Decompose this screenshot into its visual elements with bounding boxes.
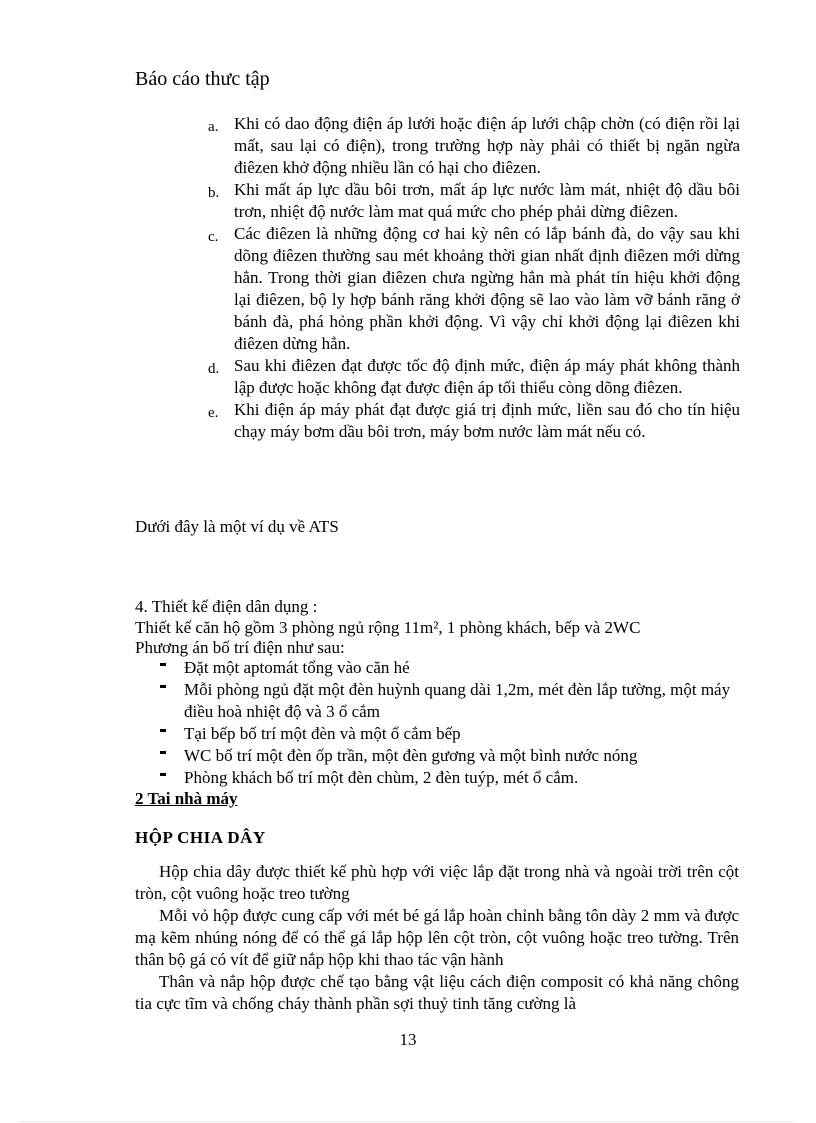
- bullet-text: Tại bếp bố trí một đèn và một ổ cắm bếp: [184, 724, 461, 743]
- bullet-marker: [160, 729, 166, 732]
- bullet-text: WC bố trí một đèn ốp trần, một đèn gương và một bình nước nóng: [184, 746, 638, 765]
- section-4-description: Thiết kế căn hộ gồm 3 phòng ngủ rộng 11m², 1 phòng khách, bếp và 2WC: [135, 618, 641, 637]
- list-item-text: Sau khi điêzen đạt được tốc độ định mức, điện áp máy phát không thành lập được hoặc không đạt được điện áp tối thiểu còng dõng điêzen.: [234, 356, 740, 397]
- body-text: [135, 861, 739, 1015]
- list-marker: e.: [208, 405, 219, 421]
- ats-intro-text: Dưới đây là một ví dụ về ATS: [135, 517, 339, 536]
- box-heading: HỘP CHIA DÂY: [135, 828, 266, 847]
- bullet-marker: [160, 685, 166, 688]
- list-item: [208, 399, 740, 443]
- list-item: [208, 179, 740, 223]
- list-marker: b.: [208, 185, 220, 201]
- list-item-text: Các điêzen là những động cơ hai kỳ nên có lắp bánh đà, do vậy sau khi dõng điêzen thường sau mét khoảng thời gian nhất định điêzen mới dừng hẳn. Trong thời gian điêzen chưa ngừng hẳn mà phát tín hiệu khởi động lại điêzen, bộ ly hợp bánh răng khởi động sẽ lao vào làm vỡ bánh răng ở bánh đà, phá hỏng phần khởi động. Vì vậy chỉ khởi động lại điêzen khi điêzen dừng hẳn.: [234, 224, 740, 353]
- bullet-item: [160, 767, 750, 789]
- bullet-text: Đặt một aptomát tổng vào căn hé: [184, 658, 410, 677]
- list-item: [208, 355, 740, 399]
- list-item-text: Khi mất áp lực dầu bôi trơn, mất áp lực nước làm mát, nhiệt độ dầu bôi trơn, nhiệt độ nước làm mat quá mức cho phép phải dừng điêzen.: [234, 180, 740, 221]
- list-marker: d.: [208, 361, 220, 377]
- section-4-subtitle: Phương án bố trí điện như sau:: [135, 638, 345, 657]
- list-item: [208, 113, 740, 179]
- list-marker: a.: [208, 119, 219, 135]
- bullet-item: [160, 679, 750, 723]
- bullet-item: [160, 723, 750, 745]
- page-bottom-border: [20, 1121, 796, 1122]
- section-4-title: 4. Thiết kế điện dân dụng :: [135, 597, 318, 616]
- list-item-text: Khi điện áp máy phát đạt được giá trị định mức, liền sau đó cho tín hiệu chạy máy bơm dầu bôi trơn, máy bơm nước làm mát nếu có.: [234, 400, 740, 441]
- bullet-item: [160, 657, 750, 679]
- paragraph: Mỗi vỏ hộp được cung cấp với mét bé gá lắp hoàn chỉnh bằng tôn dày 2 mm và được mạ kẽm nhúng nóng để có thể gá lắp hộp lên cột tròn, cột vuông hoặc treo tường. Trên thân bộ gá có vít để giữ nắp hộp khi thao tác vận hành: [135, 906, 739, 969]
- paragraph: Hộp chia dây được thiết kế phù hợp với việc lắp đặt trong nhà và ngoài trời trên cột tròn, cột vuông hoặc treo tường: [135, 862, 739, 903]
- bullet-list: [160, 657, 750, 789]
- bullet-marker: [160, 751, 166, 754]
- bullet-text: Phòng khách bố trí một đèn chùm, 2 đèn tuýp, mét ổ cắm.: [184, 768, 579, 787]
- section-2-title: 2 Tai nhà máy: [135, 789, 238, 808]
- list-marker: c.: [208, 229, 219, 245]
- bullet-marker: [160, 663, 166, 666]
- bullet-marker: [160, 773, 166, 776]
- list-item: [208, 223, 740, 355]
- bullet-item: [160, 745, 750, 767]
- page-number: 13: [399, 1030, 417, 1049]
- alpha-list: [208, 113, 740, 443]
- list-item-text: Khi có dao động điện áp lưới hoặc điện áp lưới chập chờn (có điện rồi lại mất, sau lại có điện), trong trường hợp này phải có thiết bị ngăn ngừa điêzen khở động nhiều lần có hại cho điêzen.: [234, 114, 740, 177]
- page-header: Báo cáo thưc tập: [135, 68, 270, 90]
- paragraph: Thân và nắp hộp được chế tạo bằng vật liệu cách điện composit có khả năng chông tia cực tĩm và chống cháy thành phần sợi thuỷ tinh tăng cường là: [135, 972, 739, 1013]
- bullet-text: Mỗi phòng ngủ đặt một đèn huỳnh quang dài 1,2m, mét đèn lắp tường, một máy điều hoà nhiệt độ và 3 ổ cắm: [184, 680, 731, 721]
